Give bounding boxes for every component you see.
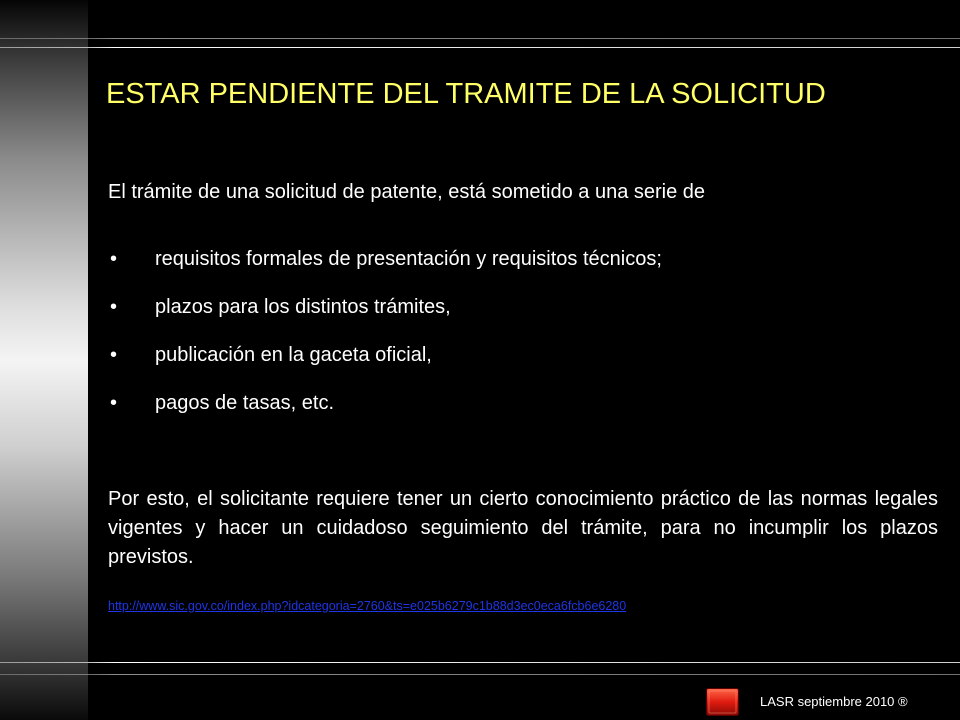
intro-text: El trámite de una solicitud de patente, está sometido a una serie de <box>108 181 706 203</box>
bullet-item <box>108 245 938 293</box>
bullet-list <box>108 245 938 437</box>
bottom-rule <box>0 662 960 663</box>
next-slide-icon[interactable] <box>706 688 739 716</box>
slide-title: ESTAR PENDIENTE DEL TRAMITE DE LA SOLICITUD <box>106 78 826 110</box>
footer-credit: LASR septiembre 2010 ® <box>760 694 908 709</box>
body-paragraph: Por esto, el solicitante requiere tener un cierto conocimiento práctico de las normas legales vigentes y hacer un cuidadoso seguimiento del trámite, para no incumplir los plazos previstos. <box>108 488 938 568</box>
bullet-dot: • <box>110 392 118 414</box>
bullet-dot: • <box>110 296 118 318</box>
bullet-item <box>108 293 938 341</box>
bullet-text: pagos de tasas, etc. <box>155 392 335 414</box>
bullet-dot: • <box>110 248 118 270</box>
bullet-item <box>108 341 938 389</box>
side-gradient-bar <box>0 0 88 720</box>
top-rule-thin <box>0 38 960 39</box>
bottom-rule-thin <box>0 674 960 675</box>
source-link[interactable]: http://www.sic.gov.co/index.php?idcategoria=2760&ts=e025b6279c1b88d3ec0eca6fcb6e6280 <box>108 599 627 613</box>
bullet-text: plazos para los distintos trámites, <box>155 296 451 318</box>
bullet-item <box>108 389 938 437</box>
bullet-text: requisitos formales de presentación y requisitos técnicos; <box>155 248 662 270</box>
bullet-text: publicación en la gaceta oficial, <box>155 344 432 366</box>
top-rule <box>0 47 960 48</box>
bullet-dot: • <box>110 344 118 366</box>
